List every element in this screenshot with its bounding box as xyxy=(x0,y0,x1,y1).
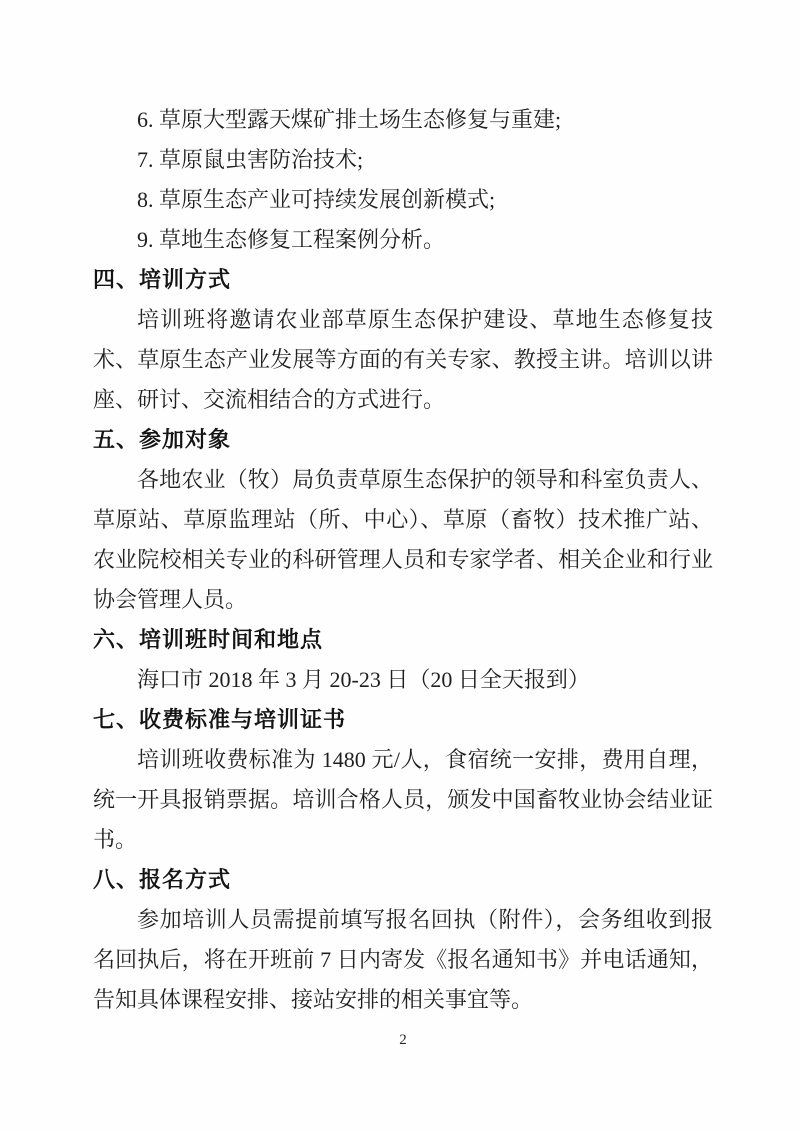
section-paragraph-registration: 参加培训人员需提前填写报名回执（附件），会务组收到报名回执后，将在开班前 7 日内寄发《报名通知书》并电话通知，告知具体课程安排、接站安排的相关事宜等。 xyxy=(93,907,713,1012)
section-heading-time-location: 六、培训班时间和地点 xyxy=(93,627,324,652)
course-item-7: 7. 草原鼠虫害防治技术; xyxy=(137,147,364,172)
section-paragraph-time-location: 海口市 2018 年 3 月 20-23 日（20 日全天报到） xyxy=(137,667,590,692)
section-paragraph-fees-certificate: 培训班收费标准为 1480 元/人，食宿统一安排，费用自理，统一开具报销票据。培训合格人员，颁发中国畜牧业协会结业证书。 xyxy=(93,747,713,852)
section-heading-training-method: 四、培训方式 xyxy=(93,267,232,292)
section-heading-fees-certificate: 七、收费标准与培训证书 xyxy=(93,707,347,732)
page-number: 2 xyxy=(399,1032,407,1048)
section-paragraph-participants: 各地农业（牧）局负责草原生态保护的领导和科室负责人、草原站、草原监理站（所、中心）、草原（畜牧）技术推广站、农业院校相关专业的科研管理人员和专家学者、相关企业和行业协会管理人员。 xyxy=(93,467,713,612)
section-paragraph-training-method: 培训班将邀请农业部草原生态保护建设、草地生态修复技术、草原生态产业发展等方面的有关专家、教授主讲。培训以讲座、研讨、交流相结合的方式进行。 xyxy=(93,307,713,412)
course-item-9: 9. 草地生态修复工程案例分析。 xyxy=(137,227,446,252)
section-heading-participants: 五、参加对象 xyxy=(93,427,232,452)
course-item-6: 6. 草原大型露天煤矿排土场生态修复与重建; xyxy=(137,107,562,132)
course-item-8: 8. 草原生态产业可持续发展创新模式; xyxy=(137,187,496,212)
section-heading-registration: 八、报名方式 xyxy=(93,867,232,892)
